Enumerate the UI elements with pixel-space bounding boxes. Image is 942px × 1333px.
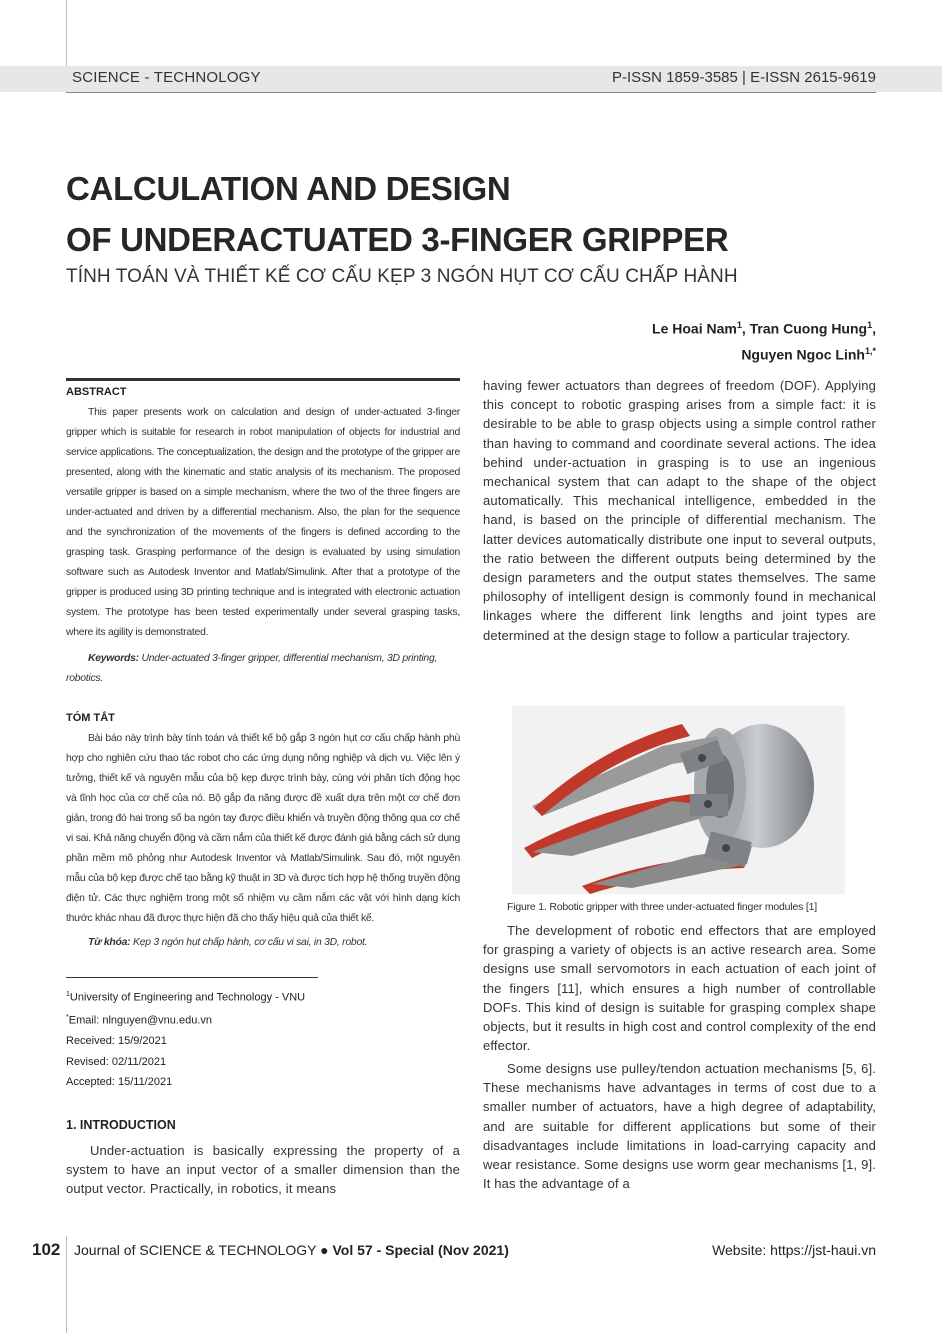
paper-title-vietnamese: TÍNH TOÁN VÀ THIẾT KẾ CƠ CẤU KẸP 3 NGÓN HỤT CƠ CẤU CHẤP HÀNH bbox=[66, 266, 738, 287]
author-name: Nguyen Ngoc Linh bbox=[741, 346, 865, 363]
affiliation-email: *Email: nlnguyen@vnu.edu.vn bbox=[66, 1014, 212, 1027]
introduction-heading: 1. INTRODUCTION bbox=[66, 1118, 176, 1132]
right-paragraph-2: The development of robotic end effectors that are employed for grasping a variety of objects is an active research area. Some designs use small servomotors in each actuation of each joint of the fingers [11], which ensures a high number of controllable DOFs. This kind of design is suitable for grasping complex shape objects, but it results in high cost and control complexity of the end effector. bbox=[483, 923, 876, 1054]
author-list bbox=[652, 314, 876, 365]
affiliation-rule bbox=[66, 977, 318, 978]
header-issn: P-ISSN 1859-3585 | E-ISSN 2615-9619 bbox=[611, 69, 876, 86]
accepted-date: Accepted: 15/11/2021 bbox=[66, 1076, 173, 1089]
author-name: Le Hoai Nam bbox=[652, 320, 737, 337]
tomtat-section bbox=[66, 712, 460, 953]
title-line-2: OF UNDERACTUATED 3-FINGER GRIPPER bbox=[66, 221, 729, 258]
revised-date: Revised: 02/11/2021 bbox=[66, 1055, 167, 1068]
abstract-text: This paper presents work on calculation and design of under-actuated 3-finger gripper which is suitable for research in robot manipulation of objects for industrial and service applications. The conceptualization, the design and the prototype of the gripper are presented, along with the kinematic and static analysis of its mechanism. The proposed versatile gripper is based on a simple mechanism, where the two of the three fingers are under-actuated and driven by a differential mechanism. Also, the plan for the sequence and the synchronization of the movements of the fingers is defined according to the grasping task. Grasping performance of the design is evaluated by using simulation software such as Autodesk Inventor and Matlab/Simulink. After that a prototype of the gripper is produced using 3D printing technique and is integrated with electronic actuation system. The prototype has been tested experimentally under several grasping tasks, where its agility is demonstrated. bbox=[66, 407, 460, 638]
abstract-section bbox=[66, 386, 460, 689]
introduction-paragraph: Under-actuation is basically expressing the property of a system to have an input vector of a smaller dimension than the output vector. Practically, in robotics, it means bbox=[66, 1143, 460, 1197]
page-number: 102 bbox=[32, 1240, 61, 1259]
author-line-2: Nguyen Ngoc Linh$^{1,*}$ bbox=[741, 345, 876, 363]
gripper-photo bbox=[512, 706, 845, 894]
footer-vertical-line bbox=[66, 1236, 67, 1333]
title-line-1: CALCULATION AND DESIGN bbox=[66, 170, 511, 207]
paper-title bbox=[66, 163, 866, 265]
abstract-keywords: Keywords: Under-actuated 3-finger gripper, differential mechanism, 3D printing, robotics. bbox=[66, 653, 438, 684]
gripper-illustration bbox=[512, 706, 845, 894]
tomtat-heading: TÓM TẮT bbox=[66, 712, 115, 724]
right-paragraph-3: Some designs use pulley/tendon actuation mechanisms [5, 6]. These mechanisms have advantages in terms of cost due to a smaller number of actuators, have a high degree of adaptability, and are suitable for different applications but some of their disadvantages include limitations in load-carrying capacity and wear resistance. Some designs use worm gear mechanisms [1, 9]. It has the advantage of a bbox=[483, 1061, 876, 1192]
header-rule bbox=[66, 92, 876, 93]
tomtat-text: Bài báo này trình bày tính toán và thiết kế bộ gắp 3 ngón hụt cơ cấu chấp hành phù hợp cho nghiên cứu thao tác robot cho các ứng dụng nông nghiệp và dịch vụ. Việc lên ý tưởng, thiết kế và nguyên mẫu của bộ kẹp được trình bày, cùng với phân tích động học và tĩnh học của cơ chế của nó. Bộ gắp đa năng được đề xuất dựa trên một cơ chế đơn giản, trong đó hai trong số ba ngón tay được điều khiển và truyền động thông qua cơ chế vi sai. Khả năng chuyển động và cầm nắm của thiết kế được đánh giá bằng cách sử dụng phần mềm mô phỏng như Autodesk Inventor và Matlab/Simulink. Sau đó, một nguyên mẫu của bộ kẹp được chế tạo bằng kỹ thuật in 3D và được tích hợp hệ thống truyền động điện tử. Các thực nghiệm trong một số nhiệm vụ cầm nắm các vật với hình dạng kích thước khác nhau đã được thực hiện đã cho thấy hiệu quả của thiết kế. bbox=[66, 733, 460, 924]
figure-caption: Figure 1. Robotic gripper with three under-actuated finger modules [1] bbox=[507, 901, 817, 913]
header-section-label: SCIENCE - TECHNOLOGY bbox=[72, 69, 261, 86]
author-line-1: Le Hoai Nam$^1$, Tran Cuong Hung$^1$, bbox=[652, 320, 876, 337]
right-paragraph-1: having fewer actuators than degrees of freedom (DOF). Applying this concept to robotic grasping arises from a simple fact: it is desirable to be able to grasp objects using a simple control rather than having to command and coordinate several actions. The idea behind under-actuation in grasping is to use an ingenious mechanical system that can adapt to the shape of the object automatically. This mechanical intelligence, embedded in the hand, is based on the principle of differential mechanism. The latter devices automatically distribute one input to several outputs, the ratio between the different outputs being determined by the design parameters and the output states themselves. The same philosophy of intelligent design is commonly found in mechanical linkages where the different link lengths and joint types are determined at the design stage to follow a particular trajectory. bbox=[483, 378, 876, 643]
author-name: Tran Cuong Hung bbox=[749, 320, 868, 337]
abstract-heading: ABSTRACT bbox=[66, 386, 127, 398]
affiliation-block bbox=[66, 985, 305, 1093]
footer-journal: Journal of SCIENCE & TECHNOLOGY ● Vol 57 - Special (Nov 2021) bbox=[74, 1242, 509, 1258]
affiliation-university: $^1$University of Engineering and Technology - VNU bbox=[66, 991, 306, 1004]
tomtat-keywords: Từ khóa: Kẹp 3 ngón hụt chấp hành, cơ cấu vi sai, in 3D, robot. bbox=[88, 937, 368, 948]
abstract-rule bbox=[66, 378, 460, 381]
bullet-icon: ● bbox=[320, 1242, 329, 1258]
received-date: Received: 15/9/2021 bbox=[66, 1035, 167, 1048]
footer-website: Website: https://jst-haui.vn bbox=[712, 1242, 876, 1258]
